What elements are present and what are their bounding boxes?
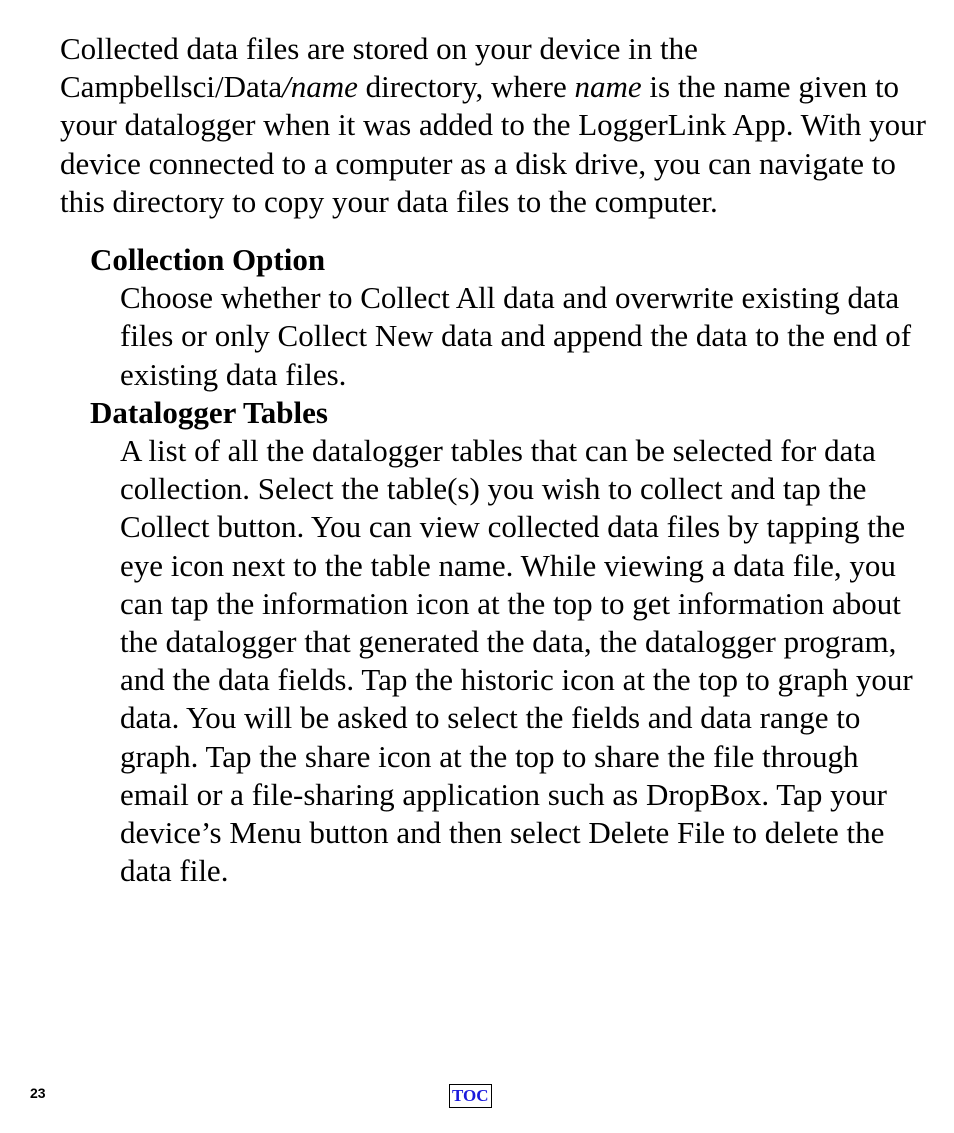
section-heading: Collection Option [90, 242, 326, 278]
section-description: A list of all the datalogger tables that can be selected for data collection. Select the table(s) you wish to collect and tap the Collect button. You can view collected data files by tapping the eye icon next to the table name. While viewing a data file, you can tap the information icon at the top to get information about the datalogger that generated the data, the datalogger program, and the data fields. Tap the historic icon at the top to graph your data. You will be asked to select the fields and data range to graph. Tap the share icon at the top to share the file through email or a file-sharing application such as DropBox. Tap your device’s Menu button and then select Delete File to delete the data file. [120, 433, 913, 889]
document-body [60, 30, 930, 890]
intro-text-2: directory, where [357, 69, 575, 105]
page-number: 23 [30, 1085, 46, 1101]
section-heading: Datalogger Tables [90, 394, 328, 430]
section-description: Choose whether to Collect All data and overwrite existing data files or only Collect New data and append the data to the end of existing data files. [120, 280, 912, 392]
intro-paragraph [60, 30, 930, 221]
intro-italic-path-name: /name [282, 69, 358, 105]
section-datalogger-tables [90, 394, 930, 891]
intro-italic-name: name [574, 69, 642, 105]
section-collection-option [90, 241, 930, 394]
intro-text-3: is the name given to your datalogger when it was added to the LoggerLink App. With your device connected to a computer as a disk drive, you can navigate to this directory to copy your data files to the computer. [60, 69, 926, 219]
toc-link[interactable]: TOC [449, 1084, 492, 1108]
intro-text-1: Collected data files are stored on your device in the Campbellsci/Data [60, 31, 698, 105]
